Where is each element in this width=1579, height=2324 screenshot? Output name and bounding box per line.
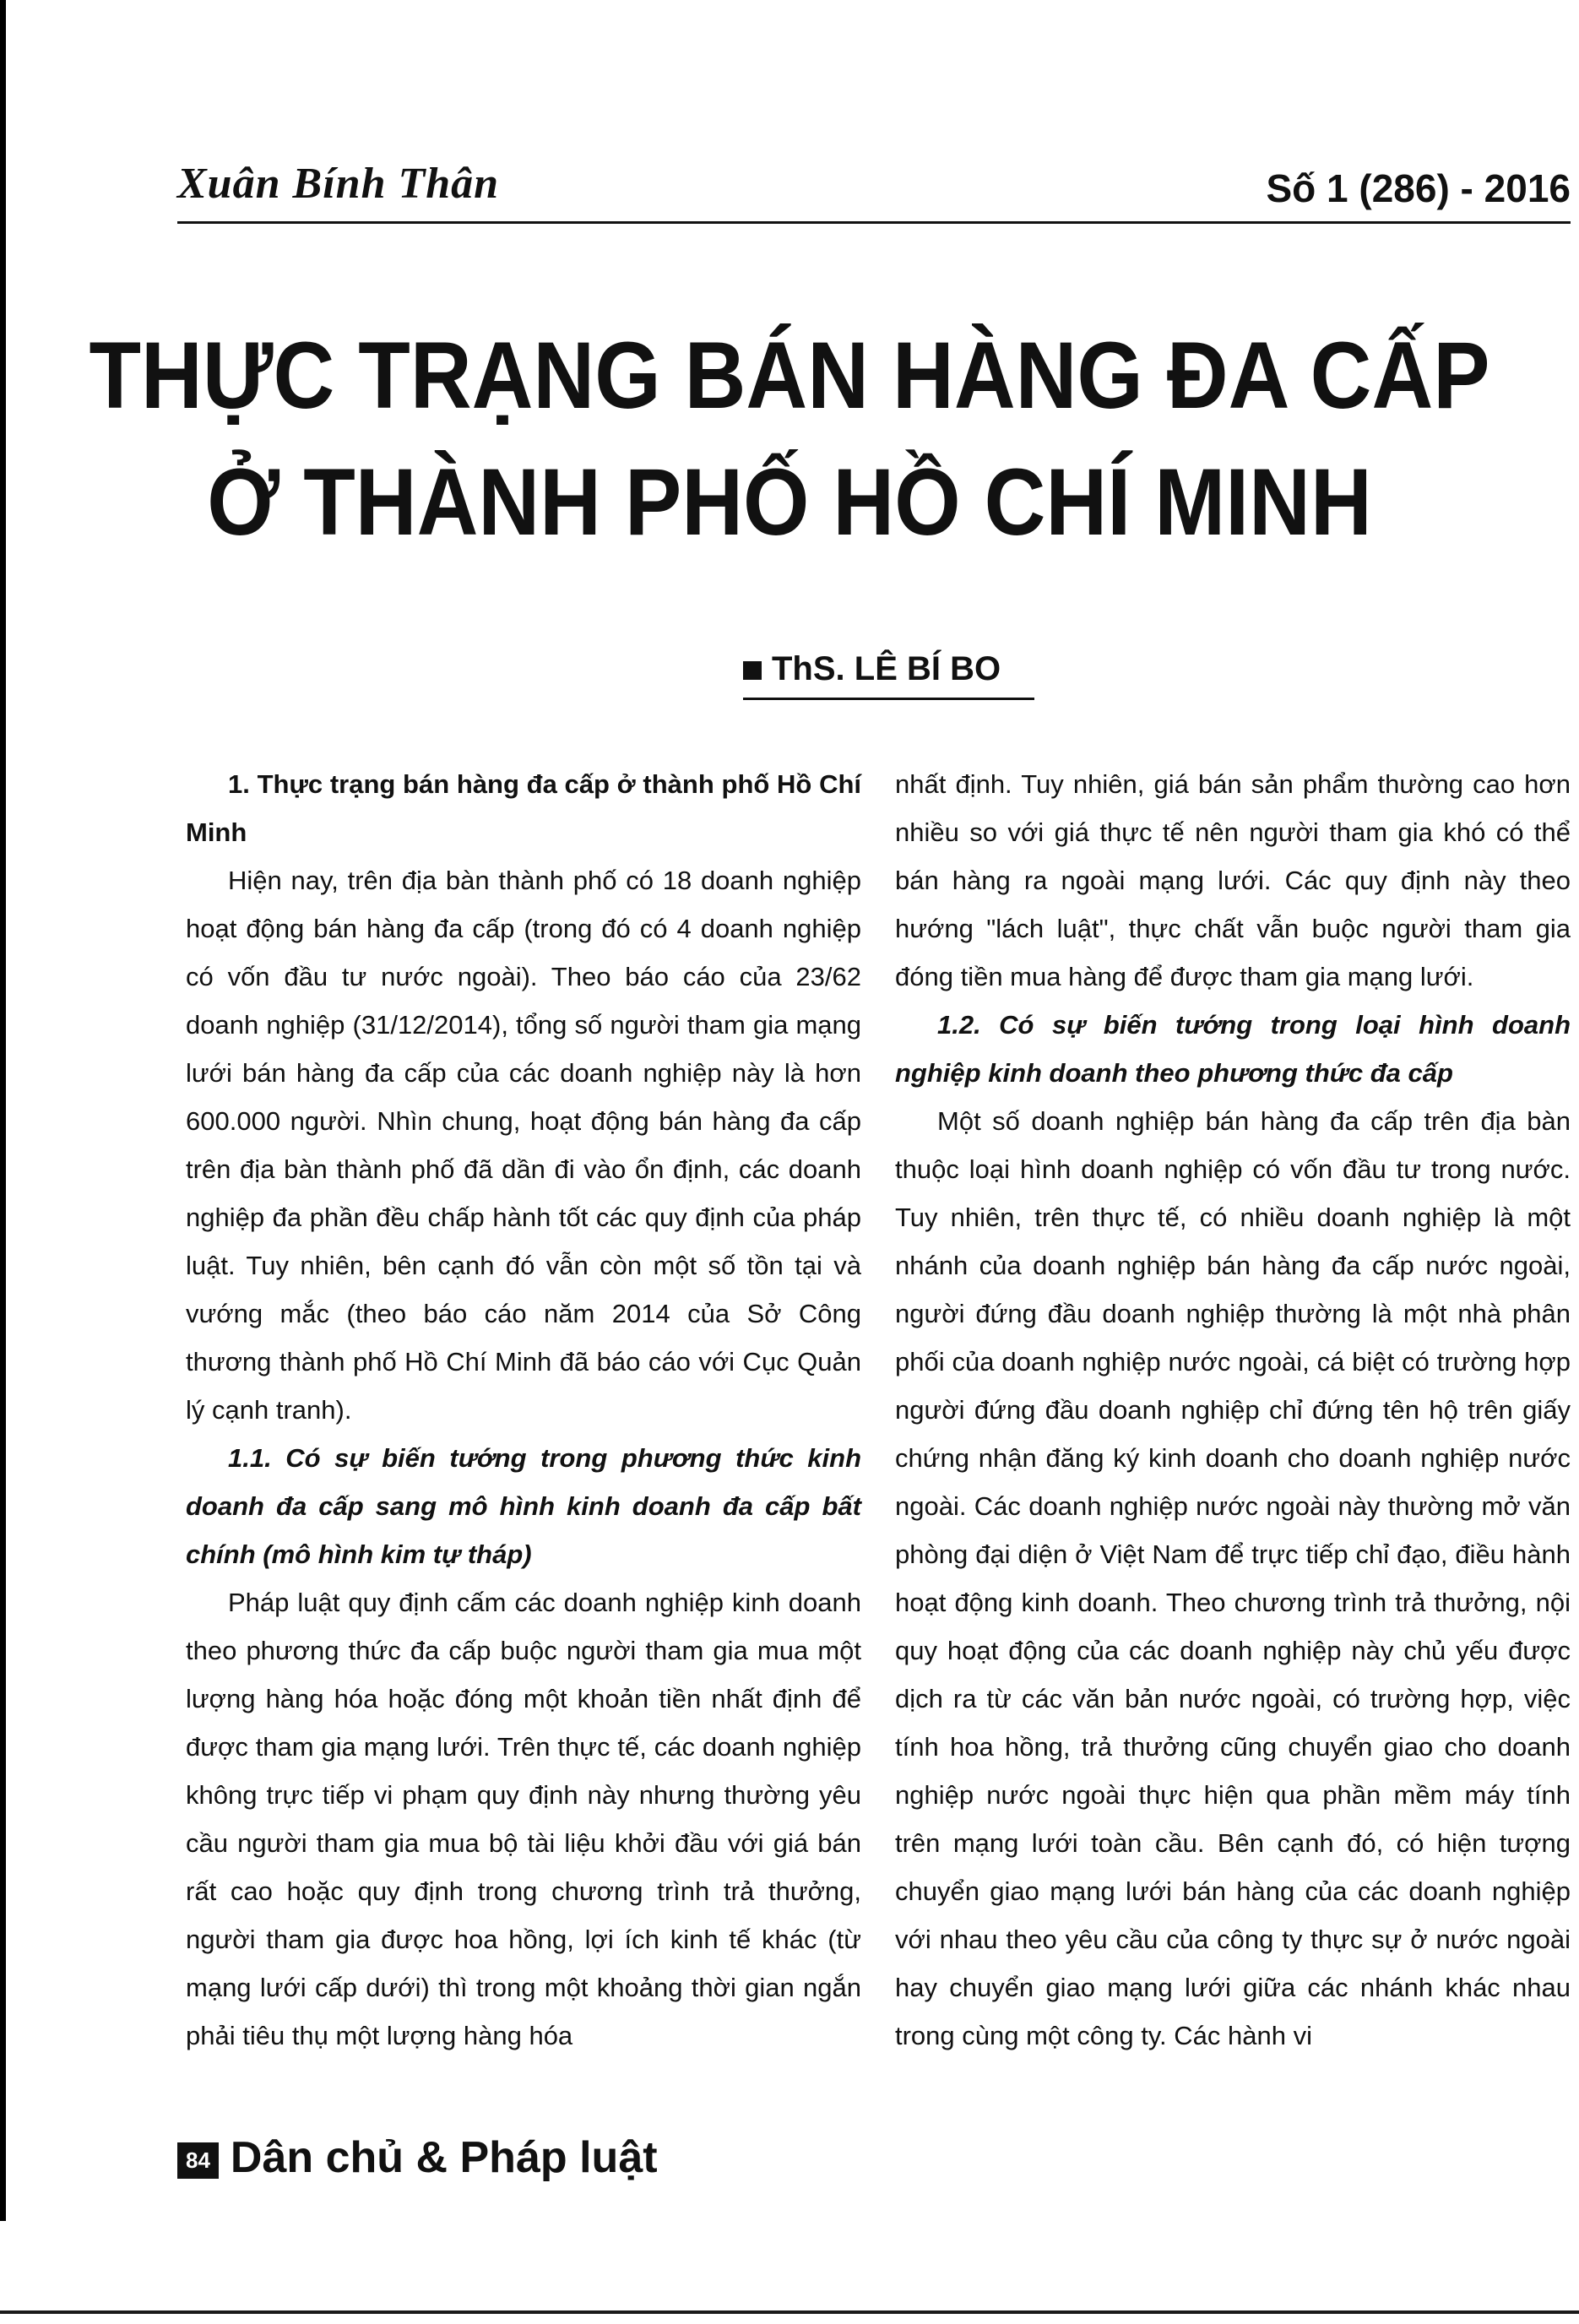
paragraph-2: Pháp luật quy định cấm các doanh nghiệp kinh doanh theo phương thức đa cấp buộc người tham gia mua một lượng hàng hóa hoặc đóng một khoản tiền nhất định để được tham gia mạng lưới. Trên thực tế, các doanh nghiệp không trực tiếp vi phạm quy định này nhưng thường yêu cầu người tham gia mua bộ tài liệu khởi đầu với giá bán rất cao hoặc quy định trong chương trình trả thưởng, người tham gia được hoa hồng, lợi ích kinh tế khác (từ mạng lưới cấp dưới) thì trong một khoảng thời gian ngắn phải tiêu thụ một lượng hàng hóa xyxy=(186,1588,861,2050)
page-number: 84 xyxy=(177,2142,219,2179)
paragraph-2-continued: nhất định. Tuy nhiên, giá bán sản phẩm thường cao hơn nhiều so với giá thực tế nên người tham gia khó có thể bán hàng ra ngoài mạng lưới. Các quy định này theo hướng "lách luật", thực chất vẫn buộc người tham gia đóng tiền mua hàng để được tham gia mạng lưới. xyxy=(895,769,1571,991)
article-title xyxy=(79,312,1500,566)
section-heading-1-2: 1.2. Có sự biến tướng trong loại hình doanh nghiệp kinh doanh theo phương thức đa cấp xyxy=(895,1010,1571,1088)
byline-divider xyxy=(743,698,1034,700)
header-divider xyxy=(177,221,1571,224)
left-column xyxy=(186,760,861,2060)
square-bullet-icon xyxy=(743,661,762,680)
journal-title: Xuân Bính Thân xyxy=(177,160,500,208)
section-heading-1-1: 1.1. Có sự biến tướng trong phương thức kinh doanh đa cấp sang mô hình kinh doanh đa cấp bất chính (mô hình kim tự tháp) xyxy=(186,1443,861,1569)
paragraph-3: Một số doanh nghiệp bán hàng đa cấp trên địa bàn thuộc loại hình doanh nghiệp có vốn đầu tư trong nước. Tuy nhiên, trên thực tế, có nhiều doanh nghiệp là một nhánh của doanh nghiệp bán hàng đa cấp nước ngoài, người đứng đầu doanh nghiệp thường là một nhà phân phối của doanh nghiệp nước ngoài, cá biệt có trường hợp người đứng đầu doanh nghiệp chỉ đứng tên hộ trên giấy chứng nhận đăng ký kinh doanh cho doanh nghiệp nước ngoài. Các doanh nghiệp nước ngoài này thường mở văn phòng đại diện ở Việt Nam để trực tiếp chỉ đạo, điều hành hoạt động kinh doanh. Theo chương trình trả thưởng, nội quy hoạt động của các doanh nghiệp này chủ yếu được dịch ra từ các văn bản nước ngoài, có trường hợp, việc tính hoa hồng, trả thưởng cũng chuyển giao cho doanh nghiệp nước ngoài thực hiện qua phần mềm máy tính trên mạng lưới toàn cầu. Bên cạnh đó, có hiện tượng chuyển giao mạng lưới bán hàng của các doanh nghiệp với nhau theo yêu cầu của công ty thực sự ở nước ngoài hay chuyển giao mạng lưới giữa các nhánh khác nhau trong cùng một công ty. Các hành vi xyxy=(895,1106,1571,2050)
scan-border-left xyxy=(0,0,6,2221)
page-header xyxy=(177,152,1571,220)
right-column xyxy=(895,760,1571,2060)
section-heading-1: 1. Thực trạng bán hàng đa cấp ở thành phố Hồ Chí Minh xyxy=(186,769,861,847)
page-footer xyxy=(177,2132,658,2183)
issue-number: Số 1 (286) - 2016 xyxy=(1266,166,1571,210)
author-name: ThS. LÊ BÍ BO xyxy=(772,650,1001,687)
author-byline xyxy=(743,650,1030,688)
title-line-2: Ở THÀNH PHỐ HỒ CHÍ MINH xyxy=(207,449,1372,555)
paragraph-1: Hiện nay, trên địa bàn thành phố có 18 doanh nghiệp hoạt động bán hàng đa cấp (trong đó có 4 doanh nghiệp có vốn đầu tư nước ngoài). Theo báo cáo của 23/62 doanh nghiệp (31/12/2014), tổng số người tham gia mạng lưới bán hàng đa cấp của các doanh nghiệp này là hơn 600.000 người. Nhìn chung, hoạt động bán hàng đa cấp trên địa bàn thành phố đã dần đi vào ổn định, các doanh nghiệp đa phần đều chấp hành tốt các quy định của pháp luật. Tuy nhiên, bên cạnh đó vẫn còn một số tồn tại và vướng mắc (theo báo cáo năm 2014 của Sở Công thương thành phố Hồ Chí Minh đã báo cáo với Cục Quản lý cạnh tranh). xyxy=(186,866,861,1425)
title-line-1: THỰC TRẠNG BÁN HÀNG ĐA CẤP xyxy=(89,323,1490,428)
magazine-name: Dân chủ & Pháp luật xyxy=(230,2133,658,2182)
scan-border-bottom xyxy=(0,2310,1579,2314)
